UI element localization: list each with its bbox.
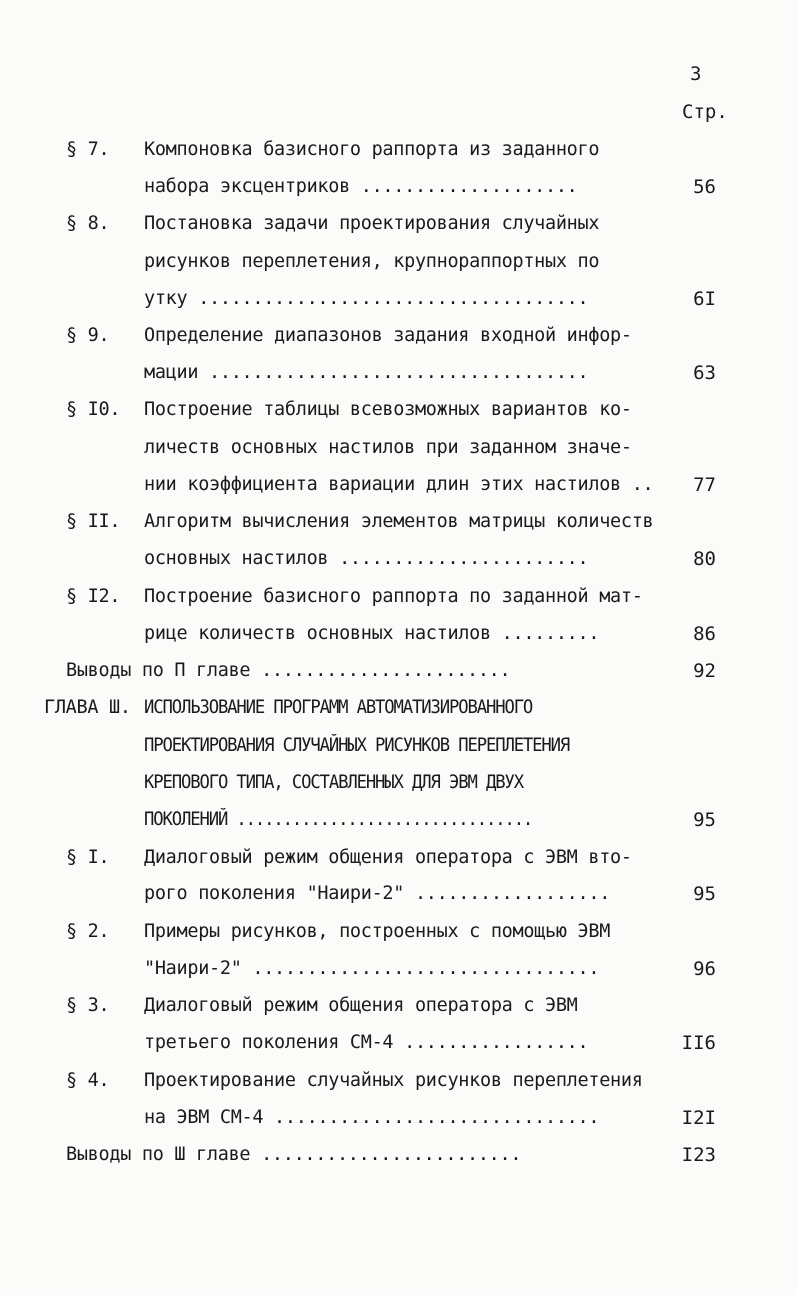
entry-number: § 7. bbox=[66, 139, 110, 160]
entry-page: I23 bbox=[681, 1144, 716, 1166]
entry-page: 86 bbox=[693, 623, 716, 645]
entry-number: § I0. bbox=[66, 399, 121, 420]
entry-number: § I2. bbox=[66, 586, 121, 607]
entry-line: Постановка задачи проектирования случайных bbox=[144, 213, 600, 234]
entry-line: на ЭВМ СМ-4 .............................. bbox=[144, 1107, 600, 1128]
entry-number: § 8. bbox=[66, 213, 110, 234]
entry-line: рице количеств основных настилов ......... bbox=[144, 623, 600, 644]
chapter-title-line: КРЕПОВОГО ТИПА, СОСТАВЛЕННЫХ ДЛЯ ЭВМ ДВУХ bbox=[144, 772, 523, 793]
entry-line: нии коэффициента вариации длин этих настилов .. bbox=[144, 474, 654, 495]
entry-line: Построение базисного раппорта по заданной мат- bbox=[144, 586, 643, 607]
entry-line: мации ................................... bbox=[144, 362, 589, 383]
entry-page: 95 bbox=[693, 809, 716, 831]
page-column-header: Стр. bbox=[682, 101, 728, 123]
entry-line: основных настилов ....................... bbox=[144, 548, 589, 569]
entry-page: II6 bbox=[681, 1032, 716, 1054]
entry-line: Диалоговый режим общения оператора с ЭВМ вто- bbox=[144, 847, 632, 868]
entry-line: рисунков переплетения, крупнораппортных по bbox=[144, 251, 600, 272]
chapter-number: ГЛАВА Ш. bbox=[44, 697, 131, 718]
entry-line: "Наири-2" ................................ bbox=[144, 958, 600, 979]
entry-line: рого поколения "Наири-2" .................. bbox=[144, 883, 611, 904]
entry-number: § 9. bbox=[66, 325, 110, 346]
entry-line: Примеры рисунков, построенных с помощью ЭВМ bbox=[144, 921, 611, 942]
chapter-title-line: ПРОЕКТИРОВАНИЯ СЛУЧАЙНЫХ РИСУНКОВ ПЕРЕПЛЕТЕНИЯ bbox=[144, 735, 570, 756]
entry-number: § II. bbox=[66, 511, 121, 532]
entry-page: 77 bbox=[693, 474, 716, 496]
chapter-title-line: ИСПОЛЬЗОВАНИЕ ПРОГРАММ АВТОМАТИЗИРОВАННОГО bbox=[144, 697, 533, 718]
entry-number: § 4. bbox=[66, 1070, 110, 1091]
entry-line: Диалоговый режим общения оператора с ЭВМ bbox=[144, 995, 578, 1016]
chapter-title-line: ПОКОЛЕНИЙ ................................ bbox=[144, 809, 533, 830]
entry-page: I2I bbox=[681, 1107, 716, 1129]
entry-page: 95 bbox=[693, 883, 716, 905]
entry-page: 96 bbox=[693, 958, 716, 980]
entry-line: Алгоритм вычисления элементов матрицы количеств bbox=[144, 511, 654, 532]
entry-number: § I. bbox=[66, 847, 110, 868]
entry-line: личеств основных настилов при заданном значе- bbox=[144, 437, 632, 458]
entry-number: § 3. bbox=[66, 995, 110, 1016]
entry-page: 56 bbox=[693, 176, 716, 198]
entry-page: 80 bbox=[693, 548, 716, 570]
entry-line: Компоновка базисного раппорта из заданного bbox=[144, 139, 600, 160]
entry-line: Определение диапазонов задания входной инфор- bbox=[144, 325, 632, 346]
entry-page: 6I bbox=[693, 288, 716, 310]
entry-line: третьего поколения СМ-4 ................. bbox=[144, 1032, 589, 1053]
page-number: 3 bbox=[690, 63, 702, 85]
entry-line: Построение таблицы всевозможных вариантов ко- bbox=[144, 399, 632, 420]
entry-line: утку .................................... bbox=[144, 288, 589, 309]
summary-line: Выводы по Ш главе ........................ bbox=[66, 1144, 522, 1165]
entry-page: 92 bbox=[693, 660, 716, 682]
entry-line: Проектирование случайных рисунков переплетения bbox=[144, 1070, 643, 1091]
summary-line: Выводы по П главе ....................... bbox=[66, 660, 511, 681]
entry-number: § 2. bbox=[66, 921, 110, 942]
entry-page: 63 bbox=[693, 362, 716, 384]
entry-line: набора эксцентриков .................... bbox=[144, 176, 578, 197]
